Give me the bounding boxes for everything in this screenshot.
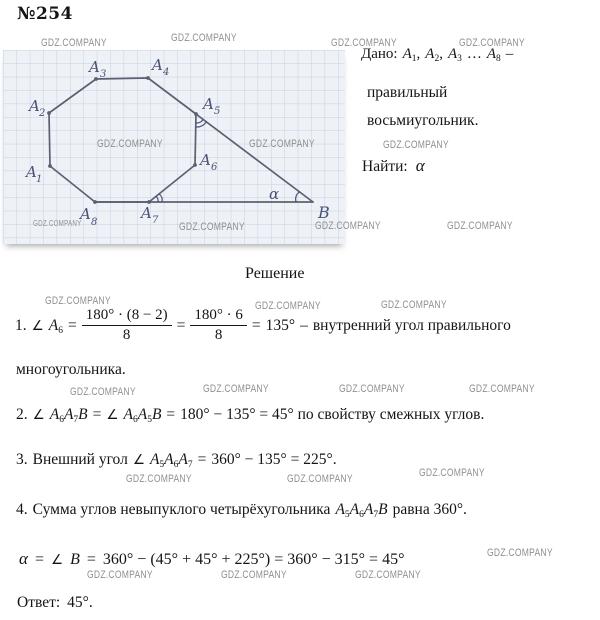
angle-symbol: ∠	[132, 452, 145, 468]
watermark: GDZ.COMPANY	[33, 219, 82, 228]
label-a8: A	[80, 205, 91, 223]
watermark: GDZ.COMPANY	[487, 547, 553, 559]
problem-number: №254	[17, 4, 73, 24]
label-a3: A	[89, 58, 100, 76]
given-line-2: правильный	[367, 84, 448, 101]
angle-symbol: ∠	[106, 407, 119, 423]
watermark: GDZ.COMPANY	[179, 221, 245, 233]
fraction-1: $\frac{180^\circ \cdot (8 - 2)}{8}$	[82, 307, 172, 345]
final-equation: α = ∠ B = 360° − (45° + 45° + 225°) = 360° − 315° = 45°	[19, 549, 405, 568]
find-alpha: α	[415, 156, 425, 175]
find-label: Найти:	[362, 158, 408, 175]
label-a5: A	[203, 95, 214, 113]
watermark: GDZ.COMPANY	[469, 383, 535, 395]
angle-symbol: ∠	[32, 407, 45, 423]
label-b: B	[318, 203, 330, 222]
label-a6: A	[200, 151, 211, 169]
solution-step-1: 1. ∠ $A_6$ = $\frac{180^\circ \cdot (8 - 2)}{8}$ = $\frac{180^\circ \cdot 6}{8}$ = 135° – внутренний угол правильного	[15, 307, 511, 344]
watermark: GDZ.COMPANY	[255, 300, 321, 312]
answer-line	[17, 594, 93, 612]
watermark: GDZ.COMPANY	[249, 138, 315, 150]
watermark: GDZ.COMPANY	[419, 467, 485, 479]
watermark: GDZ.COMPANY	[221, 569, 287, 581]
watermark: GDZ.COMPANY	[355, 569, 421, 581]
label-alpha: α	[269, 185, 280, 203]
dash: –	[505, 46, 514, 62]
label-a8-sub: 8	[91, 217, 98, 228]
watermark: GDZ.COMPANY	[287, 473, 353, 485]
solution-heading: Решение	[245, 265, 305, 282]
fraction-2: $\frac{180^\circ \cdot 6}{8}$	[190, 307, 247, 345]
watermark: GDZ.COMPANY	[331, 37, 397, 49]
watermark: GDZ.COMPANY	[339, 383, 405, 395]
watermark: GDZ.COMPANY	[171, 32, 237, 44]
angle-symbol: ∠	[50, 552, 64, 568]
label-a1-sub: 1	[36, 174, 43, 185]
watermark: GDZ.COMPANY	[87, 569, 153, 581]
label-a2: A	[29, 97, 40, 115]
watermark: GDZ.COMPANY	[381, 299, 447, 311]
watermark: GDZ.COMPANY	[383, 139, 449, 151]
label-a4: A	[152, 56, 163, 74]
find-line	[362, 156, 425, 176]
answer-value: 45°.	[67, 594, 93, 611]
watermark: GDZ.COMPANY	[45, 295, 111, 307]
watermark: GDZ.COMPANY	[203, 383, 269, 395]
solution-step-1-cont: многоугольника.	[16, 361, 126, 378]
given-line-1: Дано: $A_1$, $A_2$, $A_3$ … $A_8$ –	[361, 46, 514, 64]
watermark: GDZ.COMPANY	[459, 37, 525, 49]
watermark: GDZ.COMPANY	[447, 220, 513, 232]
given-label: Дано:	[361, 46, 398, 62]
solution-step-4: 4. Сумма углов невыпуклого четырёхугольника $A_5A_6A_7B$ равна 360°.	[16, 501, 467, 520]
label-a3-sub: 3	[100, 69, 107, 80]
watermark: GDZ.COMPANY	[97, 138, 163, 150]
label-a2-sub: 2	[39, 108, 46, 119]
solution-step-3: 3. Внешний угол ∠ $A_5A_6A_7$ = 360° − 135° = 225°.	[16, 451, 337, 470]
given-line-3: восьмиугольник.	[367, 112, 479, 129]
label-a7: A	[141, 204, 152, 222]
watermark: GDZ.COMPANY	[126, 473, 192, 485]
solution-step-2: 2. ∠ $A_6A_7B$ = ∠ $A_6A_5B$ = 180° − 135° = 45° по свойству смежных углов.	[16, 406, 485, 425]
label-a5-sub: 5	[214, 106, 221, 117]
watermark: GDZ.COMPANY	[41, 37, 107, 49]
ellipsis: …	[466, 46, 482, 62]
answer-label: Ответ:	[17, 594, 61, 611]
label-a7-sub: 7	[152, 215, 159, 226]
label-a4-sub: 4	[163, 67, 170, 78]
angle-symbol: ∠	[31, 317, 44, 334]
watermark: GDZ.COMPANY	[315, 220, 381, 232]
label-a6-sub: 6	[211, 162, 218, 173]
watermark: GDZ.COMPANY	[70, 386, 136, 398]
label-a1: A	[26, 163, 37, 181]
